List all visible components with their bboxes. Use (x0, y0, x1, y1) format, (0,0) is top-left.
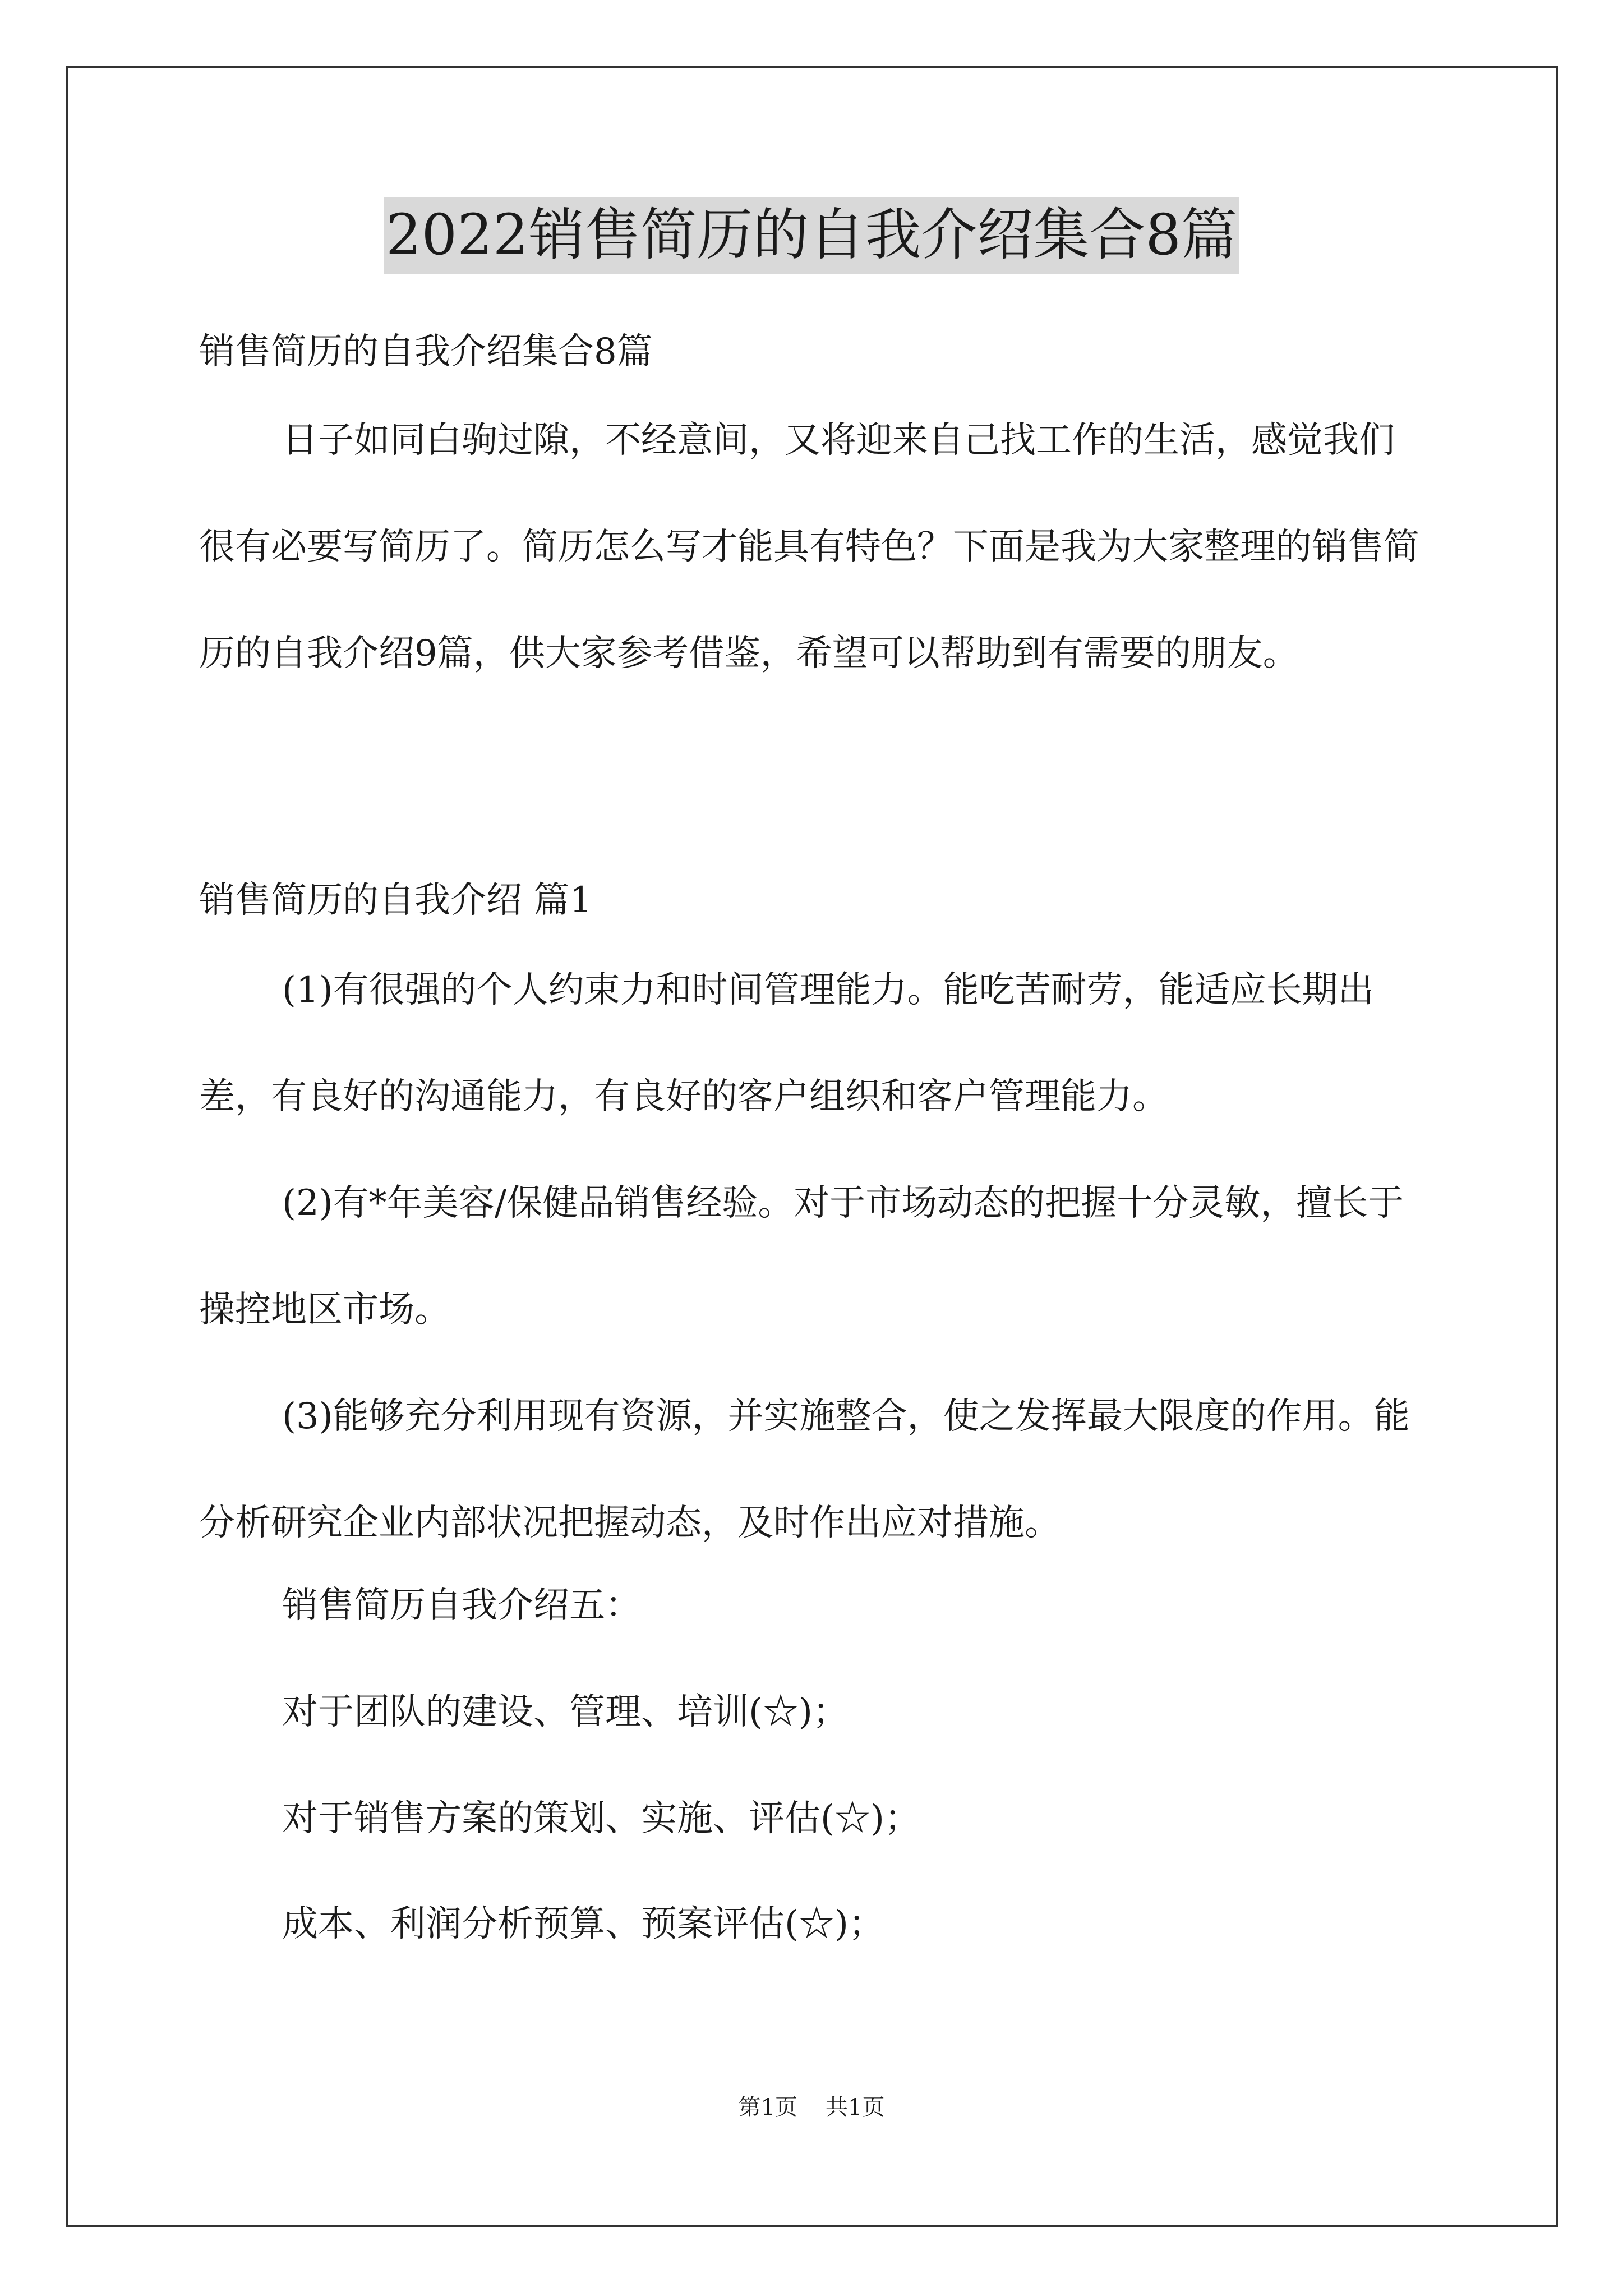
item-3: (3)能够充分利用现有资源，并实施整合，使之发挥最大限度的作用。能分析研究企业内部状况把握动态，及时作出应对措施。 (199, 1396, 1410, 1544)
document-title (0, 197, 1623, 274)
subtitle: 销售简历的自我介绍集合8篇 (199, 331, 653, 372)
page-number: 第1页 (738, 2095, 797, 2120)
sub-heading: 销售简历自我介绍五： (282, 1585, 641, 1626)
item-1: (1)有很强的个人约束力和时间管理能力。能吃苦耐劳，能适应长期出差，有良好的沟通能力，有良好的客户组织和客户管理能力。 (199, 969, 1374, 1117)
page-total: 共1页 (826, 2095, 885, 2120)
page-footer (0, 2090, 1623, 2122)
title-text: 2022销售简历的自我介绍集合8篇 (384, 197, 1239, 274)
list-item: 对于团队的建设、管理、培训(☆)； (282, 1691, 849, 1733)
intro-paragraph: 日子如同白驹过隙，不经意间，又将迎来自己找工作的生活，感觉我们很有必要写简历了。简历怎么写才能具有特色？下面是我为大家整理的销售简历的自我介绍9篇，供大家参考借鉴，希望可以帮助到有需要的朋友。 (199, 420, 1419, 674)
item-2: (2)有*年美容/保健品销售经验。对于市场动态的把握十分灵敏，擅长于操控地区市场。 (199, 1182, 1404, 1331)
list-item: 成本、利润分析预算、预案评估(☆)； (282, 1903, 884, 1945)
section-heading: 销售简历的自我介绍 篇1 (199, 880, 593, 921)
list-item: 对于销售方案的策划、实施、评估(☆)； (282, 1798, 920, 1839)
